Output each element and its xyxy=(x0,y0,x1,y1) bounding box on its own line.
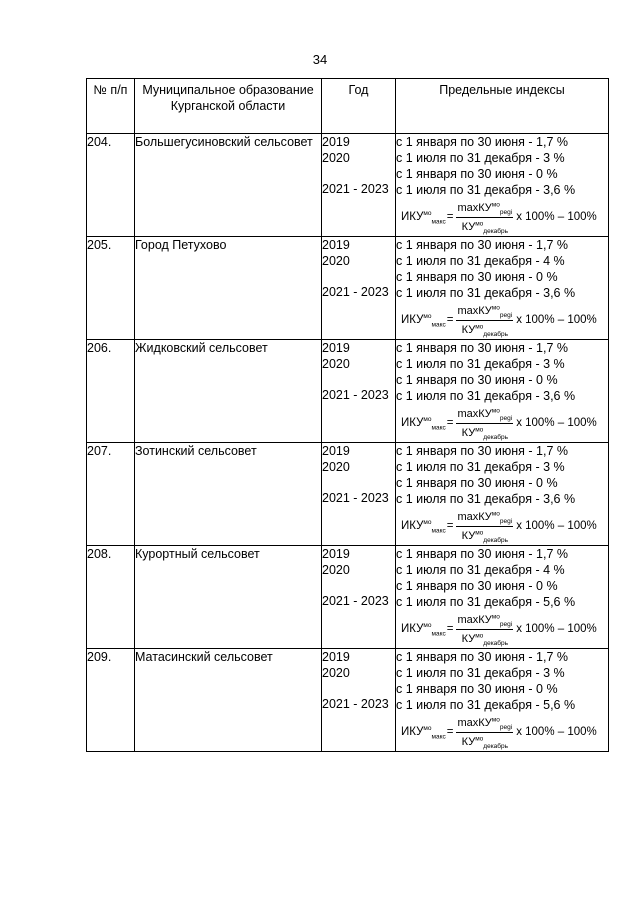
formula-tail: x 100% – 100% xyxy=(516,520,597,532)
year-2020: 2020 xyxy=(322,666,350,680)
index-cell xyxy=(396,340,609,443)
formula-numerator: maxКУ$^{мо}_{pegi}$ xyxy=(457,200,513,216)
formula-equals: = xyxy=(446,623,454,635)
municipality-name: Зотинский сельсовет xyxy=(135,443,322,546)
row-number: 208. xyxy=(87,546,135,649)
index-cell xyxy=(396,237,609,340)
formula-fraction xyxy=(456,200,513,235)
index-line: с 1 января по 30 июня - 0 % xyxy=(396,476,558,490)
index-formula xyxy=(396,610,608,648)
index-formula xyxy=(396,507,608,545)
municipality-name: Город Петухово xyxy=(135,237,322,340)
formula-equals: = xyxy=(446,726,454,738)
index-line: с 1 июля по 31 декабря - 5,6 % xyxy=(396,595,576,609)
formula-equals: = xyxy=(446,211,454,223)
year-cell xyxy=(322,134,396,237)
formula-denominator: $КУ^{мо}_{декабрь}$ xyxy=(461,528,509,544)
year-range: 2021 - 2023 xyxy=(322,388,389,402)
formula-fraction xyxy=(456,406,513,441)
index-formula xyxy=(396,713,608,751)
formula-lhs: $ИКУ^{мо}_{макс}$ xyxy=(401,622,446,638)
year-range: 2021 - 2023 xyxy=(322,594,389,608)
table-row xyxy=(87,134,609,237)
year-cell xyxy=(322,340,396,443)
index-line: с 1 января по 30 июня - 1,7 % xyxy=(396,650,568,664)
year-cell xyxy=(322,237,396,340)
index-cell xyxy=(396,649,609,752)
formula-tail: x 100% – 100% xyxy=(516,417,597,429)
index-line: с 1 июля по 31 декабря - 3,6 % xyxy=(396,492,576,506)
year-2019: 2019 xyxy=(322,650,350,664)
index-line: с 1 января по 30 июня - 1,7 % xyxy=(396,341,568,355)
formula-tail: x 100% – 100% xyxy=(516,726,597,738)
table-header-row xyxy=(87,79,609,134)
index-cell xyxy=(396,134,609,237)
year-range: 2021 - 2023 xyxy=(322,285,389,299)
formula-numerator: maxКУ$^{мо}_{pegi}$ xyxy=(457,406,513,422)
formula-fraction xyxy=(456,303,513,338)
row-number: 207. xyxy=(87,443,135,546)
year-2019: 2019 xyxy=(322,547,350,561)
page-number: 34 xyxy=(312,52,328,67)
formula-equals: = xyxy=(446,417,454,429)
formula-numerator: maxКУ$^{мо}_{pegi}$ xyxy=(457,612,513,628)
municipality-name: Курортный сельсовет xyxy=(135,546,322,649)
index-line: с 1 января по 30 июня - 0 % xyxy=(396,167,558,181)
index-formula xyxy=(396,198,608,236)
formula-lhs: $ИКУ^{мо}_{макс}$ xyxy=(401,519,446,535)
index-line: с 1 января по 30 июня - 1,7 % xyxy=(396,547,568,561)
index-line: с 1 января по 30 июня - 1,7 % xyxy=(396,238,568,252)
formula-denominator: $КУ^{мо}_{декабрь}$ xyxy=(461,322,509,338)
index-line: с 1 июля по 31 декабря - 5,6 % xyxy=(396,698,576,712)
formula-numerator: maxКУ$^{мо}_{pegi}$ xyxy=(457,509,513,525)
index-line: с 1 июля по 31 декабря - 3 % xyxy=(396,460,565,474)
index-formula xyxy=(396,404,608,442)
index-line: с 1 июля по 31 декабря - 3 % xyxy=(396,151,565,165)
table-row xyxy=(87,237,609,340)
index-line: с 1 января по 30 июня - 1,7 % xyxy=(396,444,568,458)
index-line: с 1 января по 30 июня - 1,7 % xyxy=(396,135,568,149)
formula-denominator: $КУ^{мо}_{декабрь}$ xyxy=(461,219,509,235)
formula-denominator: $КУ^{мо}_{декабрь}$ xyxy=(461,734,509,750)
year-2020: 2020 xyxy=(322,460,350,474)
index-line: с 1 января по 30 июня - 0 % xyxy=(396,579,558,593)
index-line: с 1 января по 30 июня - 0 % xyxy=(396,682,558,696)
formula-fraction xyxy=(456,715,513,750)
index-cell xyxy=(396,443,609,546)
row-number: 204. xyxy=(87,134,135,237)
index-line: с 1 июля по 31 декабря - 3 % xyxy=(396,666,565,680)
formula-lhs: $ИКУ^{мо}_{макс}$ xyxy=(401,313,446,329)
header-indices: Предельные индексы xyxy=(396,79,609,134)
year-cell xyxy=(322,649,396,752)
municipality-name: Большегусиновский сельсовет xyxy=(135,134,322,237)
formula-lhs: $ИКУ^{мо}_{макс}$ xyxy=(401,416,446,432)
year-2019: 2019 xyxy=(322,444,350,458)
formula-numerator: maxКУ$^{мо}_{pegi}$ xyxy=(457,303,513,319)
index-line: с 1 июля по 31 декабря - 3 % xyxy=(396,357,565,371)
row-number: 205. xyxy=(87,237,135,340)
year-range: 2021 - 2023 xyxy=(322,182,389,196)
year-cell xyxy=(322,546,396,649)
formula-lhs: $ИКУ^{мо}_{макс}$ xyxy=(401,210,446,226)
index-line: с 1 января по 30 июня - 0 % xyxy=(396,270,558,284)
table-row xyxy=(87,340,609,443)
header-year: Год xyxy=(322,79,396,134)
formula-equals: = xyxy=(446,314,454,326)
index-line: с 1 июля по 31 декабря - 3,6 % xyxy=(396,389,576,403)
index-line: с 1 июля по 31 декабря - 4 % xyxy=(396,563,565,577)
formula-lhs: $ИКУ^{мо}_{макс}$ xyxy=(401,725,446,741)
year-2020: 2020 xyxy=(322,254,350,268)
year-range: 2021 - 2023 xyxy=(322,697,389,711)
year-2019: 2019 xyxy=(322,238,350,252)
row-number: 209. xyxy=(87,649,135,752)
formula-tail: x 100% – 100% xyxy=(516,314,597,326)
index-formula xyxy=(396,301,608,339)
year-range: 2021 - 2023 xyxy=(322,491,389,505)
year-2019: 2019 xyxy=(322,341,350,355)
year-2019: 2019 xyxy=(322,135,350,149)
formula-fraction xyxy=(456,612,513,647)
year-2020: 2020 xyxy=(322,563,350,577)
index-cell xyxy=(396,546,609,649)
row-number: 206. xyxy=(87,340,135,443)
tariff-index-table xyxy=(86,78,609,752)
table-row xyxy=(87,546,609,649)
year-2020: 2020 xyxy=(322,357,350,371)
municipality-name: Жидковский сельсовет xyxy=(135,340,322,443)
formula-tail: x 100% – 100% xyxy=(516,623,597,635)
formula-denominator: $КУ^{мо}_{декабрь}$ xyxy=(461,425,509,441)
year-2020: 2020 xyxy=(322,151,350,165)
index-line: с 1 июля по 31 декабря - 4 % xyxy=(396,254,565,268)
header-num: № п/п xyxy=(87,79,135,134)
index-line: с 1 января по 30 июня - 0 % xyxy=(396,373,558,387)
formula-numerator: maxКУ$^{мо}_{pegi}$ xyxy=(457,715,513,731)
index-line: с 1 июля по 31 декабря - 3,6 % xyxy=(396,286,576,300)
formula-tail: x 100% – 100% xyxy=(516,211,597,223)
header-municipality: Муниципальное образование Курганской области xyxy=(135,79,322,134)
table-row xyxy=(87,649,609,752)
table-row xyxy=(87,443,609,546)
formula-equals: = xyxy=(446,520,454,532)
formula-denominator: $КУ^{мо}_{декабрь}$ xyxy=(461,631,509,647)
year-cell xyxy=(322,443,396,546)
index-line: с 1 июля по 31 декабря - 3,6 % xyxy=(396,183,576,197)
formula-fraction xyxy=(456,509,513,544)
municipality-name: Матасинский сельсовет xyxy=(135,649,322,752)
